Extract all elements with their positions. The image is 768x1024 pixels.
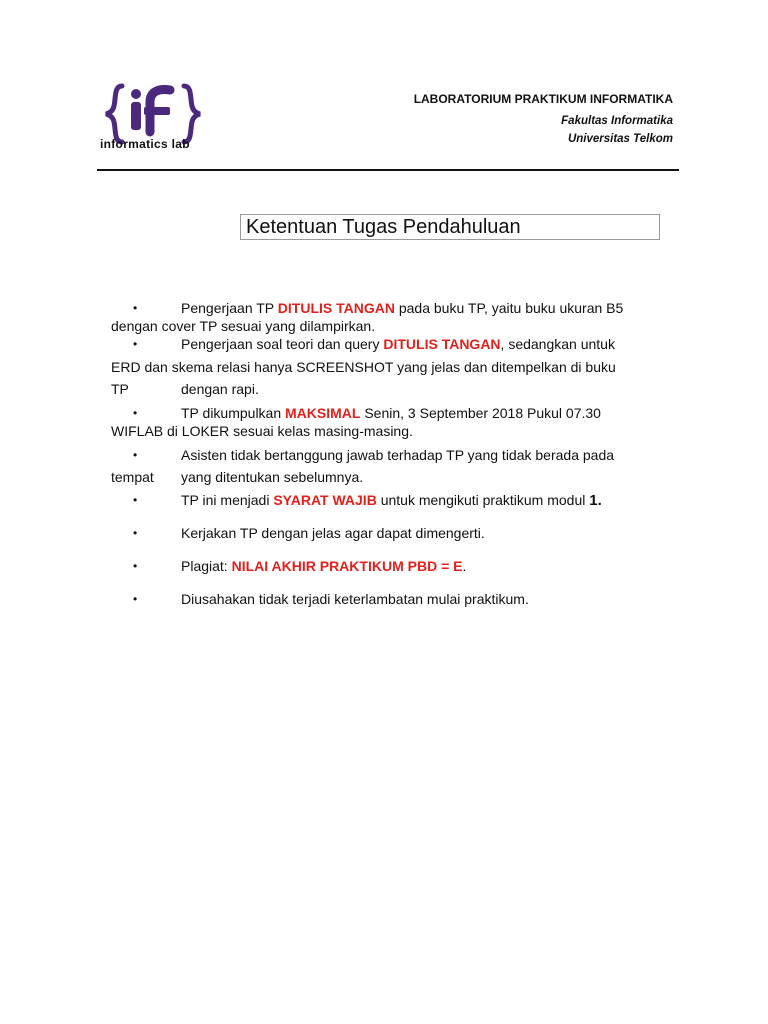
logo-text: informatics lab bbox=[100, 137, 190, 151]
faculty-name: Fakultas Informatika bbox=[561, 115, 673, 127]
list-item-continuation: yang ditentukan sebelumnya. bbox=[181, 469, 364, 485]
list-item: Pengerjaan soal teori dan query DITULIS TANGAN, sedangkan untuk bbox=[181, 336, 615, 352]
list-item: Asisten tidak bertanggung jawab terhadap TP yang tidak berada pada bbox=[181, 447, 615, 463]
bullet: • bbox=[133, 406, 138, 420]
bullet: • bbox=[133, 337, 138, 351]
list-item: Plagiat: NILAI AKHIR PRAKTIKUM PBD = E. bbox=[181, 558, 467, 574]
list-item: Pengerjaan TP DITULIS TANGAN pada buku TP, yaitu buku ukuran B5 bbox=[181, 300, 624, 316]
list-item-continuation: ERD dan skema relasi hanya SCREENSHOT yang jelas dan ditempelkan di buku bbox=[111, 359, 616, 375]
list-item-continuation: TP bbox=[111, 381, 129, 397]
lab-name: LABORATORIUM PRAKTIKUM INFORMATIKA bbox=[413, 92, 673, 106]
list-item-continuation: tempat bbox=[111, 469, 154, 485]
list-item: TP dikumpulkan MAKSIMAL Senin, 3 September 2018 Pukul 07.30 bbox=[181, 405, 601, 421]
list-item-continuation: WIFLAB di LOKER sesuai kelas masing-masing. bbox=[111, 423, 413, 439]
list-item: Kerjakan TP dengan jelas agar dapat dimengerti. bbox=[181, 525, 485, 541]
bullet: • bbox=[133, 526, 138, 540]
list-item: Diusahakan tidak terjadi keterlambatan mulai praktikum. bbox=[181, 591, 529, 607]
bullet: • bbox=[133, 301, 138, 315]
list-item-continuation: dengan rapi. bbox=[181, 381, 259, 397]
bullet: • bbox=[133, 592, 138, 606]
university-name: Universitas Telkom bbox=[567, 133, 673, 145]
header-divider bbox=[97, 169, 679, 171]
bullet: • bbox=[133, 493, 138, 507]
document-title: Ketentuan Tugas Pendahuluan bbox=[240, 214, 660, 240]
list-item: TP ini menjadi SYARAT WAJIB untuk mengikuti praktikum modul 1. bbox=[181, 492, 602, 509]
list-item-continuation: dengan cover TP sesuai yang dilampirkan. bbox=[111, 318, 376, 334]
bullet: • bbox=[133, 448, 138, 462]
bullet: • bbox=[133, 559, 138, 573]
